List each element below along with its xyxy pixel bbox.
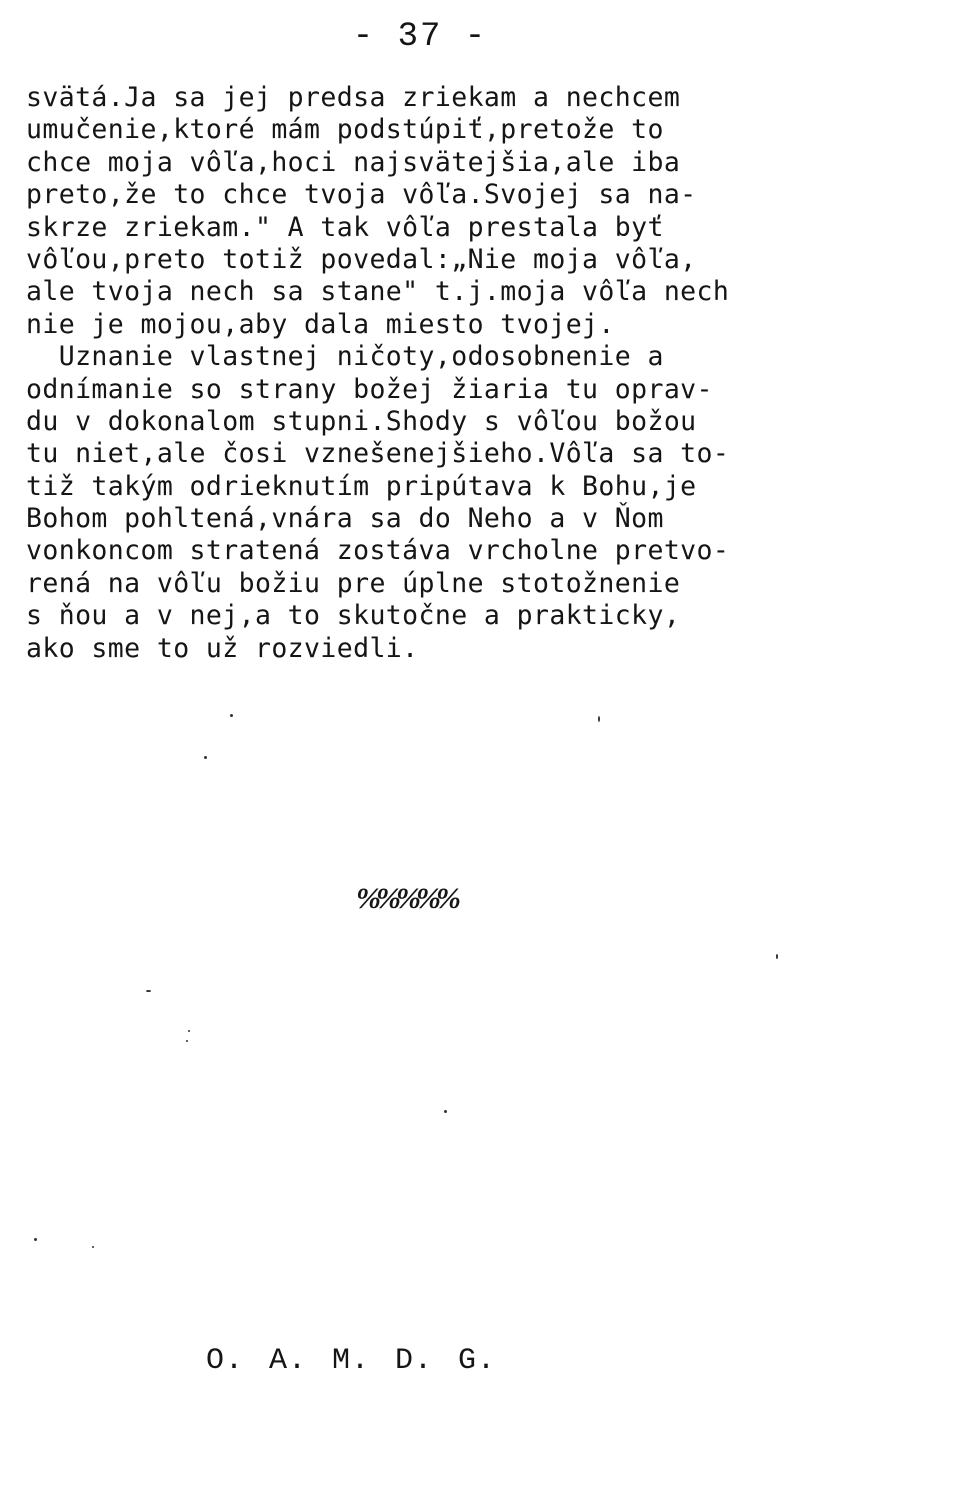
text-line: tu niet,ale čosi vznešenejšieho.Vôľa sa to-	[26, 438, 730, 470]
text-line: svätá.Ja sa jej predsa zriekam a nechcem	[26, 82, 681, 113]
text-line: umučenie,ktoré mám podstúpiť,pretože to	[26, 114, 664, 146]
text-line: vonkoncom stratená zostáva vrcholne pretvo-	[26, 535, 730, 567]
body-text	[26, 82, 956, 665]
scan-speck	[92, 1246, 94, 1248]
text-line: skrze zriekam." A tak vôľa prestala byť	[26, 211, 664, 243]
scan-speck	[204, 756, 207, 759]
scan-speck	[34, 1238, 37, 1241]
text-line: vôľou,preto totiž povedal:„Nie moja vôľa,	[26, 243, 697, 275]
scan-speck	[776, 954, 778, 959]
scan-speck	[186, 1040, 188, 1042]
text-line: odnímanie so strany božej žiaria tu oprav-	[26, 373, 713, 405]
text-line: ale tvoja nech sa stane" t.j.moja vôľa nech	[26, 276, 730, 308]
scan-speck	[146, 990, 151, 992]
text-line: Bohom pohltená,vnára sa do Neho a v Ňom	[26, 503, 664, 535]
text-line: rená na vôľu božiu pre úplne stotožnenie	[26, 567, 681, 599]
text-line: du v dokonalom stupni.Shody s vôľou božou	[26, 405, 697, 437]
closing-dedication: O. A. M. D. G.	[206, 1344, 497, 1378]
page-number: - 37 -	[352, 18, 488, 56]
scan-speck	[188, 1030, 190, 1032]
text-line: preto,že to chce tvoja vôľa.Svojej sa na-	[26, 179, 697, 211]
text-line: chce moja vôľa,hoci najsvätejšia,ale iba	[26, 146, 681, 178]
scan-speck	[230, 714, 233, 717]
text-line: ako sme to už rozviedli.	[26, 632, 419, 664]
text-line: tiž takým odrieknutím pripútava k Bohu,je	[26, 470, 697, 502]
text-line: nie je mojou,aby dala miesto tvojej.	[26, 308, 615, 340]
scan-speck	[598, 716, 600, 722]
section-separator: %%%%%	[356, 882, 456, 915]
scan-speck	[444, 1110, 447, 1113]
text-line: Uznanie vlastnej ničoty,odosobnenie a	[26, 341, 664, 373]
text-line: s ňou a v nej,a to skutočne a prakticky,	[26, 600, 681, 632]
